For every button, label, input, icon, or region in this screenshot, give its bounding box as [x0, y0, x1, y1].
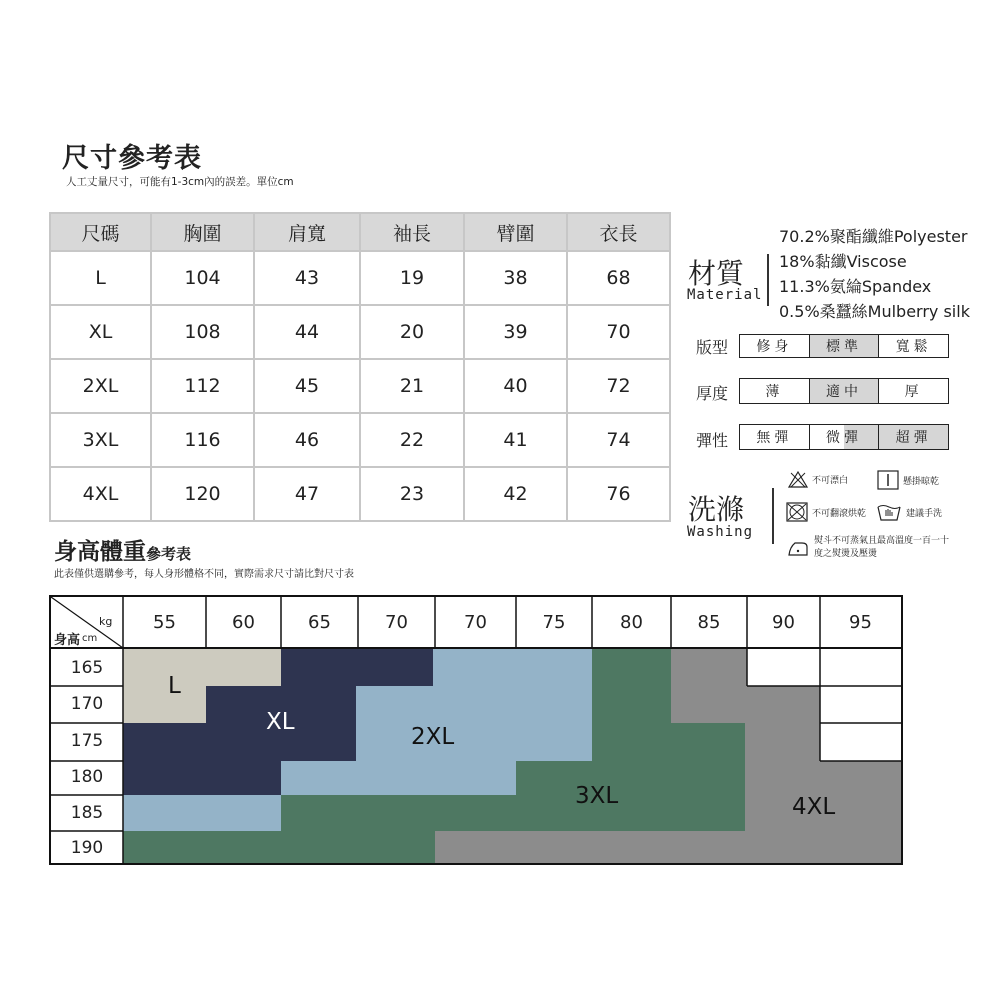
table-cell: 116 — [151, 413, 254, 467]
region-2xl-lower — [123, 795, 281, 831]
height-label: 175 — [70, 731, 104, 751]
weight-header: 90 — [772, 612, 795, 633]
thickness-option-thin: 薄 — [740, 379, 810, 403]
header-length: 衣長 — [567, 213, 670, 251]
elasticity-option-high: 超彈 — [879, 425, 948, 449]
weight-header: 80 — [620, 612, 643, 633]
table-cell: L — [50, 251, 151, 305]
fit-option-slim: 修身 — [740, 335, 810, 357]
weight-header: 55 — [153, 612, 176, 633]
weight-header: 70 — [385, 612, 408, 633]
table-cell: 2XL — [50, 359, 151, 413]
region-label-xl: XL — [266, 709, 295, 735]
table-row — [50, 251, 670, 305]
table-cell: 104 — [151, 251, 254, 305]
height-label: 165 — [70, 658, 104, 678]
material-item: 70.2%聚酯纖維Polyester — [779, 227, 968, 246]
table-cell: 74 — [567, 413, 670, 467]
table-cell: 120 — [151, 467, 254, 521]
table-cell: 22 — [360, 413, 464, 467]
wash-item-text: 建議手洗 — [906, 508, 943, 519]
table-cell: 3XL — [50, 413, 151, 467]
table-cell: 23 — [360, 467, 464, 521]
table-cell: 19 — [360, 251, 464, 305]
material-list — [779, 224, 970, 324]
fit-option-standard: 標準 — [810, 335, 880, 357]
elasticity-option-slight: 微彈 — [810, 425, 880, 449]
thickness-option-thick: 厚 — [904, 384, 923, 400]
size-chart-title: 尺寸參考表 — [62, 143, 202, 174]
size-table — [49, 212, 671, 522]
wash-item — [788, 470, 848, 488]
table-cell: XL — [50, 305, 151, 359]
header-arm: 臂圍 — [464, 213, 567, 251]
thickness-scale — [739, 378, 949, 404]
region-label-4xl: 4XL — [792, 794, 836, 820]
height-label: 190 — [70, 838, 104, 858]
table-cell: 68 — [567, 251, 670, 305]
height-weight-title — [54, 533, 191, 566]
empty-cell — [820, 648, 901, 761]
wash-item-text: 不可漂白 — [812, 475, 849, 486]
table-cell: 4XL — [50, 467, 151, 521]
material-item: 0.5%桑蠶絲Mulberry silk — [779, 302, 970, 321]
header-chest: 胸圍 — [151, 213, 254, 251]
table-cell: 41 — [464, 413, 567, 467]
table-cell: 70 — [567, 305, 670, 359]
table-cell: 20 — [360, 305, 464, 359]
table-header-row — [50, 213, 670, 251]
weight-header: 65 — [308, 612, 331, 633]
iron-icon — [786, 539, 810, 557]
wash-item — [876, 502, 942, 522]
height-weight-grid — [49, 595, 903, 865]
thickness-option-medium: 適中 — [810, 379, 880, 403]
table-row — [50, 413, 670, 467]
table-cell: 39 — [464, 305, 567, 359]
table-cell: 108 — [151, 305, 254, 359]
fit-option-loose: 寬鬆 — [895, 339, 932, 355]
height-label: 185 — [70, 803, 104, 823]
table-cell: 47 — [254, 467, 360, 521]
wash-item-text: 熨斗不可蒸氣且最高溫度一百一十度之熨燙及壓燙 — [814, 536, 950, 559]
corner-kg: kg — [99, 615, 113, 628]
table-cell: 21 — [360, 359, 464, 413]
table-cell: 46 — [254, 413, 360, 467]
table-cell: 72 — [567, 359, 670, 413]
table-cell: 38 — [464, 251, 567, 305]
elasticity-option-none: 無彈 — [740, 425, 810, 449]
elasticity-label: 彈性 — [696, 431, 729, 450]
material-title: 材質 — [688, 257, 745, 290]
empty-cell — [747, 648, 820, 686]
height-label: 170 — [70, 694, 104, 714]
header-size: 尺碼 — [50, 213, 151, 251]
height-weight-title-suffix: 參考表 — [146, 545, 192, 563]
table-cell: 40 — [464, 359, 567, 413]
weight-header: 95 — [849, 612, 872, 633]
washing-divider — [772, 488, 774, 544]
table-cell: 112 — [151, 359, 254, 413]
hang-dry-icon — [877, 470, 899, 490]
material-title-en: Material — [687, 287, 763, 303]
thickness-label: 厚度 — [696, 384, 729, 403]
wash-item — [786, 535, 954, 561]
header-shoulder: 肩寬 — [254, 213, 360, 251]
region-label-l: L — [168, 673, 181, 699]
table-cell: 44 — [254, 305, 360, 359]
table-row — [50, 305, 670, 359]
region-label-3xl: 3XL — [575, 783, 619, 809]
size-chart-subtitle: 人工丈量尺寸，可能有1-3cm內的誤差。單位cm — [66, 176, 294, 188]
header-sleeve: 袖長 — [360, 213, 464, 251]
table-row — [50, 359, 670, 413]
fit-label: 版型 — [696, 338, 729, 357]
wash-item-text: 不可翻滾烘乾 — [812, 508, 867, 519]
wash-item — [786, 502, 866, 522]
height-label: 180 — [70, 767, 104, 787]
region-label-2xl: 2XL — [411, 724, 455, 750]
wash-item — [877, 470, 939, 490]
table-cell: 76 — [567, 467, 670, 521]
height-weight-svg — [51, 597, 901, 863]
weight-header: 60 — [232, 612, 255, 633]
weight-header: 75 — [542, 612, 566, 633]
no-tumble-dry-icon — [786, 502, 808, 522]
fit-scale — [739, 334, 949, 358]
corner-cm: cm — [82, 633, 98, 644]
wash-item-text: 懸掛晾乾 — [903, 476, 940, 487]
corner-height: 身高 — [54, 633, 81, 648]
washing-title-en: Washing — [687, 524, 754, 540]
material-divider — [767, 254, 769, 306]
material-item: 18%黏纖Viscose — [779, 252, 907, 271]
table-cell: 45 — [254, 359, 360, 413]
washing-title: 洗滌 — [688, 493, 745, 526]
no-bleach-icon — [788, 470, 808, 488]
height-weight-subtitle: 此表僅供選購參考，每人身形體格不同，實際需求尺寸請比對尺寸表 — [54, 569, 354, 580]
table-row — [50, 467, 670, 521]
table-cell: 42 — [464, 467, 567, 521]
material-item: 11.3%氨綸Spandex — [779, 277, 932, 296]
hand-wash-icon — [876, 502, 902, 522]
weight-header: 85 — [697, 612, 721, 633]
table-cell: 43 — [254, 251, 360, 305]
height-weight-title-main: 身高體重 — [54, 539, 146, 565]
weight-header: 70 — [464, 612, 487, 633]
elasticity-scale — [739, 424, 949, 450]
